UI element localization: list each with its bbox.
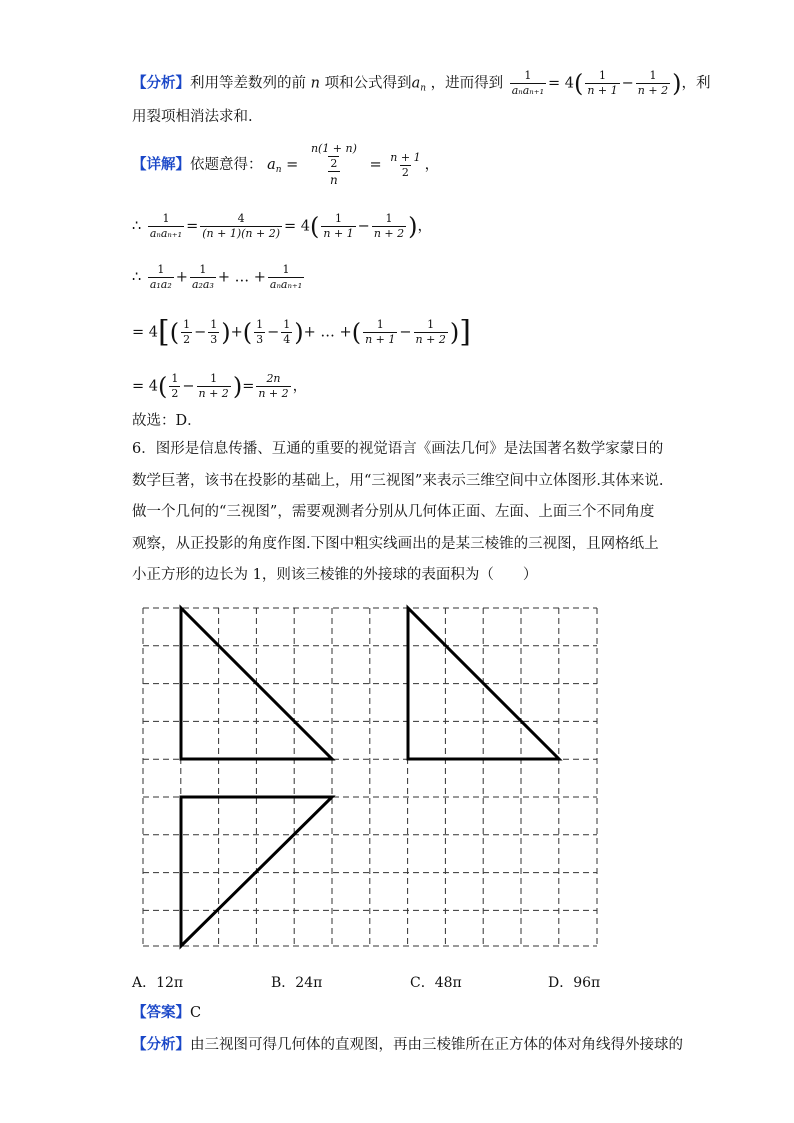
detail-line-2: ∴ $\frac{1}{\text{aₙaₙ₊₁}}$ = $\frac{4}{(n + 1)(n + 2)}$ = 4( $\frac{1}{n + 1}$ − $\frac{1}{n + 2}$ )， bbox=[132, 212, 432, 241]
fraction: $\frac{n + 1}{2}$ bbox=[390, 150, 421, 179]
analysis-text: 项和公式得到 bbox=[324, 75, 412, 92]
detail-tag: 【详解】 bbox=[132, 156, 190, 173]
detail-line-5: = 4( $\frac{1}{2}$ − $\frac{1}{n + 2}$ )= $\frac{2n}{n + 2}$ ， bbox=[132, 372, 308, 401]
option-a[interactable]: A．12π bbox=[132, 975, 184, 991]
var-n: n bbox=[310, 75, 320, 92]
answer-line bbox=[132, 1003, 201, 1023]
detail-line-3: ∴ $\frac{1}{\text{a₁a₂}}$ + $\frac{1}{\text{a₂a₃}}$ + … + $\frac{1}{\text{aₙaₙ₊₁}}$ bbox=[132, 263, 303, 291]
detail-text: 依题意得： bbox=[190, 157, 263, 173]
fraction: $\frac{1}{n + 1}$ bbox=[587, 69, 618, 97]
analysis-2-text: 由三视图可得几何体的直观图，再由三棱锥所在正方体的体对角线得外接球的 bbox=[190, 1037, 683, 1053]
answer-tag: 【答案】 bbox=[132, 1004, 190, 1021]
analysis-text: ，进而得到 bbox=[430, 75, 504, 92]
equals-4: = 4 bbox=[547, 75, 574, 92]
analysis-2-line bbox=[132, 1035, 683, 1055]
answer-value: C bbox=[190, 1005, 202, 1021]
fraction: $\frac{1}{\text{aₙaₙ₊₁}}$ bbox=[511, 69, 544, 97]
question-6-text: 6．图形是信息传播、互通的重要的视觉语言《画法几何》是法国著名数学家蒙日的数学巨著，该书在投影的基础上，用“三视图”来表示三维空间中立体图形.其体来说.做一个几何的“三视图”，需要观测者分别从几何体正面、左面、上面三个不同角度观察，从正投影的角度作图.下图中粗实线画出的是某三棱锥的三视图，且网格纸上小正方形的边长为 1，则该三棱锥的外接球的表面积为（ ） bbox=[132, 441, 664, 583]
sub-n: n bbox=[420, 83, 427, 94]
detail-line-4: = 4[( $\frac{1}{2}$ − $\frac{1}{3}$ )+( $\frac{1}{3}$ − $\frac{1}{4}$ )+ … +( $\frac{1}{n + 1}$ − $\frac{1}{n + 2}$ )] bbox=[132, 314, 471, 350]
analysis-line-1: 【分析】利用等差数列的前 n 项和公式得到$a_n$ ，进而得到 $\frac{1}{\text{aₙaₙ₊₁}}$ = 4( $\frac{1}{n + 1}$ − $\frac{1}{n + 2}$ )，利 bbox=[132, 69, 711, 98]
fraction: $\frac{1}{n + 2}$ bbox=[637, 69, 669, 97]
analysis-text: 利用等差数列的前 bbox=[190, 75, 306, 92]
analysis-tag: 【分析】 bbox=[132, 74, 190, 92]
analysis-text: ，利 bbox=[681, 75, 711, 92]
detail-line-1: 【详解】依题意得： $a_n$ = $\frac{\frac{n(1 + n)}{2}}{n}$ = $\frac{n + 1}{2}$ ， bbox=[132, 142, 440, 187]
analysis-2-tag: 【分析】 bbox=[132, 1036, 190, 1053]
option-b[interactable]: B．24π bbox=[271, 975, 323, 991]
grid bbox=[143, 608, 597, 946]
var-a: a bbox=[411, 75, 421, 92]
nested-fraction: $\frac{\frac{n(1 + n)}{2}}{n}$ bbox=[310, 142, 357, 187]
option-c[interactable]: C．48π bbox=[410, 975, 462, 991]
choose-line: 故选：D． bbox=[132, 413, 202, 429]
option-d[interactable]: D．96π bbox=[548, 975, 601, 991]
analysis-line-2: 用裂项相消法求和. bbox=[132, 109, 253, 125]
